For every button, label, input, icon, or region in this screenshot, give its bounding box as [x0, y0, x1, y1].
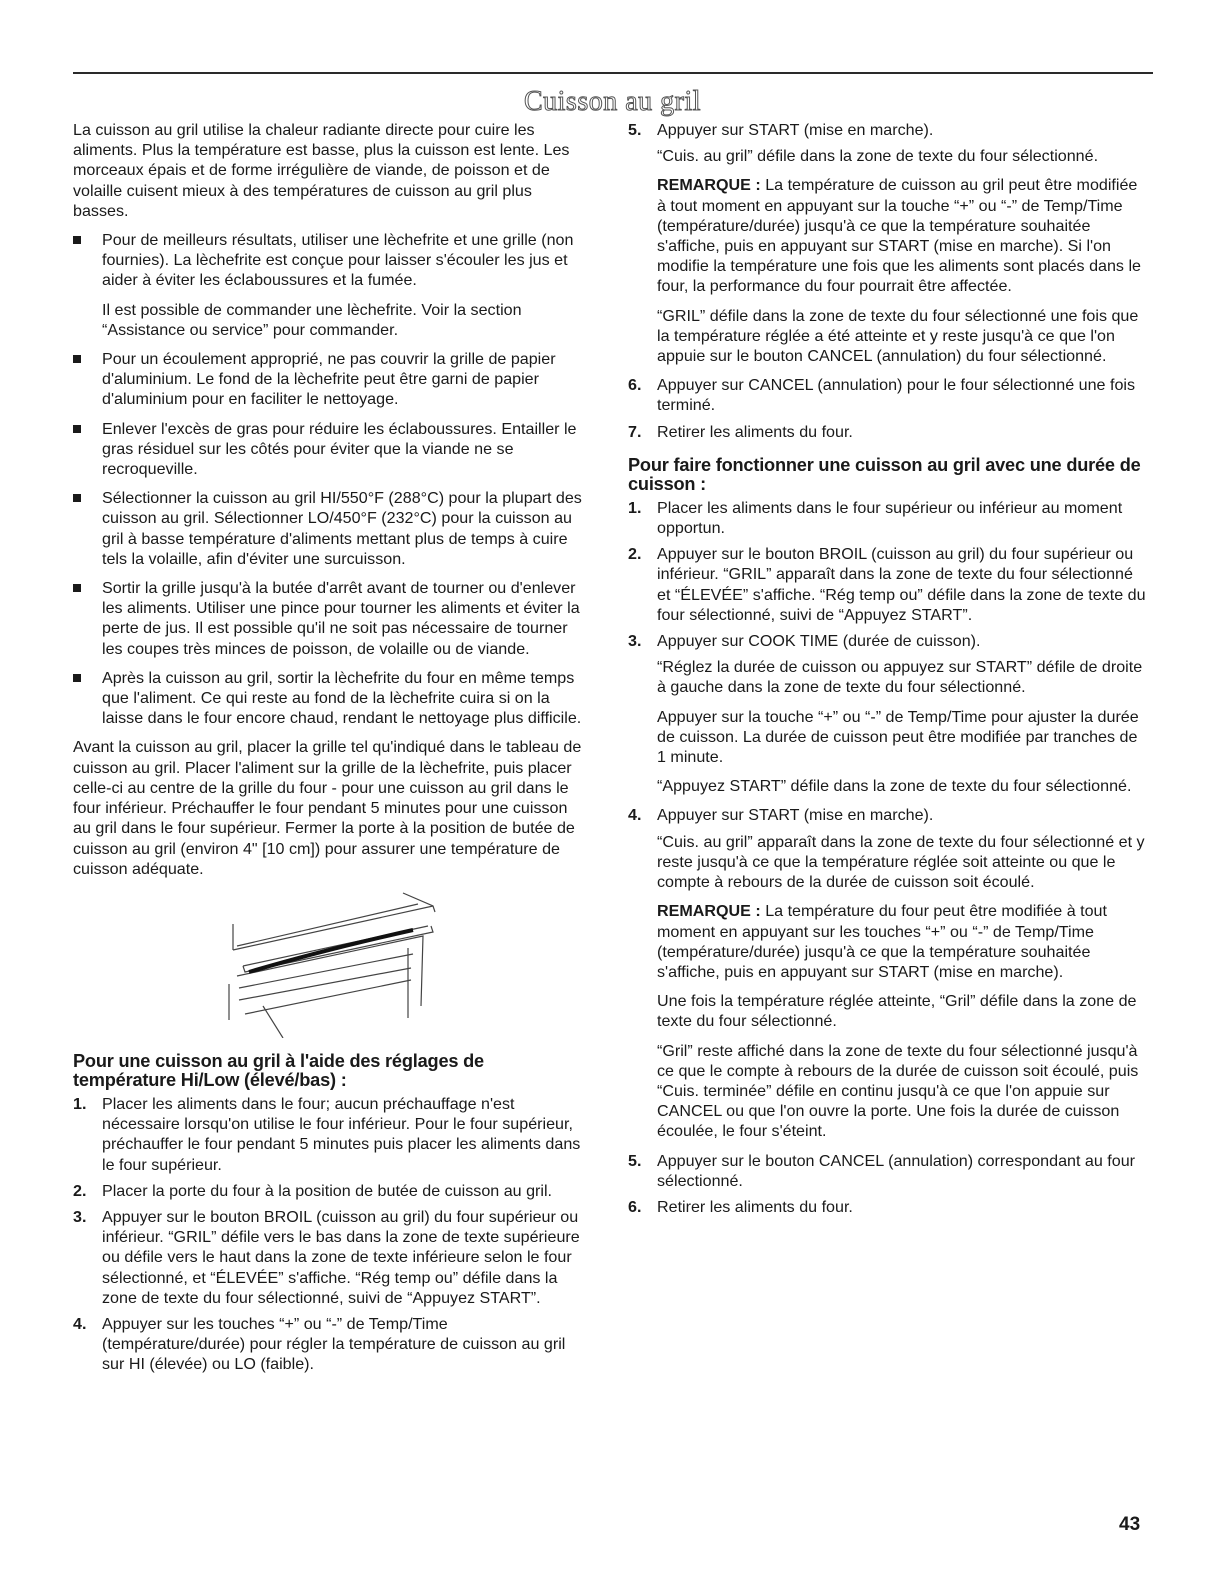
step-number: 5.	[628, 1151, 642, 1170]
note-label: REMARQUE :	[657, 902, 761, 921]
step-text: Retirer les aliments du four.	[657, 422, 853, 441]
step-item	[628, 805, 1146, 825]
bullet-item: Enlever l'excès de gras pour réduire les éclaboussures. Entailler le gras résiduel sur les côtés pour éviter que la viande ne se recroqueville.	[73, 419, 583, 480]
step-detail: “Appuyez START” défile dans la zone de texte du four sélectionné.	[657, 777, 1132, 796]
step-text: Appuyer sur COOK TIME (durée de cuisson).	[657, 632, 981, 651]
step-item	[628, 544, 1146, 625]
bullet-continuation: Il est possible de commander une lèchefrite. Voir la section “Assistance ou service” pour commander.	[102, 300, 522, 339]
page-number: 43	[1119, 1514, 1141, 1535]
step-item	[628, 120, 1146, 140]
step-detail: “GRIL” défile dans la zone de texte du four sélectionné une fois que la température réglée a été atteinte et y reste jusqu'à ce que l'on appuie sur le bouton CANCEL (annulation) du four sélectionné.	[657, 306, 1139, 366]
step-text: Placer les aliments dans le four supérieur ou inférieur au moment opportun.	[657, 498, 1123, 538]
bullet-item: Sélectionner la cuisson au gril HI/550°F (288°C) pour la plupart des cuisson au gril. Sélectionner LO/450°F (232°C) pour la cuisson au gril à basse température d'aliments mettant plus de temps à cuire tels la volaille, afin d'éviter une surcuisson.	[73, 488, 583, 569]
step-text: Appuyer sur les touches “+” ou “-” de Temp/Time (température/durée) pour régler la température de cuisson au gril sur HI (élevée) ou LO (faible).	[102, 1314, 566, 1374]
step-detail: Une fois la température réglée atteinte, “Gril” défile dans la zone de texte du four sélectionné.	[657, 992, 1137, 1031]
step-number: 7.	[628, 422, 642, 441]
note-text: La température du four peut être modifiée à tout moment en appuyant sur les touches “+” ou “-” de Temp/Time (température/durée) jusqu'à ce que la température souhaitée s'affiche, puis en appuyant sur START (mise en marche).	[657, 902, 1107, 981]
step-item	[628, 498, 1146, 538]
step-number: 6.	[628, 376, 642, 395]
step-detail: “Gril” reste affiché dans la zone de texte du four sélectionné jusqu'à ce que le compte à rebours de la durée de cuisson soit écoulé, puis “Cuis. terminée” défile en continu jusqu'à ce que l'on appuie sur CANCEL ou que l'on ouvre la porte. Une fois la durée de cuisson écoulée, le four s'éteint.	[657, 1041, 1139, 1141]
step-number: 4.	[73, 1314, 87, 1333]
note	[628, 901, 1146, 982]
timed-broil-heading: Pour faire fonctionner une cuisson au gril avec une durée de cuisson :	[628, 454, 1141, 494]
step-number: 2.	[73, 1181, 87, 1200]
note	[628, 175, 1146, 296]
step-item	[628, 1151, 1146, 1191]
step-item	[628, 422, 1146, 442]
step-text: Appuyer sur le bouton CANCEL (annulation) correspondant au four sélectionné.	[657, 1151, 1136, 1190]
step-number: 1.	[628, 498, 642, 517]
hi-low-broil-heading: Pour une cuisson au gril à l'aide des réglages de température Hi/Low (élevé/bas) :	[73, 1050, 484, 1090]
step-text: Appuyer sur le bouton BROIL (cuisson au gril) du four supérieur ou inférieur. “GRIL” apparaît dans la zone de texte du four sélectionné et “ÉLEVÉE” s'affiche. “Rég temp ou” défile dans la zone de texte du four sélectionné, suivi de “Appuyez START”.	[657, 545, 1146, 624]
right-column	[628, 120, 1146, 1223]
step-text: Appuyer sur START (mise en marche).	[657, 121, 934, 139]
intro-paragraph: La cuisson au gril utilise la chaleur radiante directe pour cuire les aliments. Plus la température est basse, plus la cuisson est lente. Les morceaux épais et de forme irrégulière de viande, de poisson et de volaille cuisent mieux à des températures de cuisson au gril plus basses.	[73, 121, 570, 220]
bullet-item: Après la cuisson au gril, sortir la lèchefrite du four en même temps que l'aliment. Ce qui reste au fond de la lèchefrite cuira si on la laisse dans le four encore chaud, rendant le nettoyage plus difficile.	[73, 668, 583, 729]
left-column	[73, 120, 583, 1381]
step-number: 2.	[628, 545, 642, 564]
step-item	[628, 375, 1146, 415]
broil-placement-paragraph: Avant la cuisson au gril, placer la grille tel qu'indiqué dans le tableau de cuisson au gril. Placer l'aliment sur la grille de la lèchefrite, puis placer celle-ci au centre de la grille du four - pour une cuisson au gril dans le four inférieur. Préchauffer le four pendant 5 minutes pour une cuisson au gril dans le four supérieur. Fermer la porte à la position de butée de cuisson au gril (environ 4" [10 cm]) pour assurer une température de cuisson adéquate.	[73, 738, 582, 878]
step-text: Appuyer sur START (mise en marche).	[657, 806, 934, 825]
step-number: 3.	[628, 632, 642, 651]
step-detail: “Cuis. au gril” apparaît dans la zone de texte du four sélectionné et y reste jusqu'à ce que la température réglée soit atteinte ou que le compte à rebours de la durée de cuisson soit écoulé.	[657, 832, 1145, 892]
step-text: Appuyer sur le bouton BROIL (cuisson au gril) du four supérieur ou inférieur. “GRIL” défile vers le bas dans la zone de texte supérieure ou défile vers le haut dans la zone de texte inférieure selon le four sélectionné, et “ÉLEVÉE” s'affiche. “Rég temp ou” défile dans la zone de texte du four sélectionné, suivi de “Appuyez START”.	[102, 1207, 580, 1307]
top-rule	[73, 72, 1153, 74]
step-item	[628, 631, 1146, 651]
step-detail: “Cuis. au gril” défile dans la zone de texte du four sélectionné.	[657, 147, 1099, 166]
page-title: Cuisson au gril	[523, 86, 702, 117]
bullet-item: Pour un écoulement approprié, ne pas couvrir la grille de papier d'aluminium. Le fond de la lèchefrite peut être garni de papier d'aluminium pour en faciliter le nettoyage.	[73, 349, 583, 410]
step-text: Retirer les aliments du four.	[657, 1197, 853, 1216]
step-item	[73, 1314, 583, 1375]
note-label: REMARQUE :	[657, 176, 761, 195]
note-text: La température de cuisson au gril peut être modifiée à tout moment en appuyant sur la touche “+” ou “-” de Temp/Time (température/durée) jusqu'à ce que la température souhaitée s'affiche, puis en appuyant sur START (mise en marche). Si l'on modifie la température une fois que les aliments sont placés dans le four, la performance du four pourrait être affectée.	[657, 176, 1141, 296]
step-text: Placer la porte du four à la position de butée de cuisson au gril.	[102, 1181, 553, 1200]
bullet-item: Pour de meilleurs résultats, utiliser une lèchefrite et une grille (non fournies). La lèchefrite est conçue pour laisser s'écouler les jus et aider à éviter les éclaboussures et la fumée.	[73, 230, 583, 291]
step-detail: “Réglez la durée de cuisson ou appuyez sur START” défile de droite à gauche dans la zone de texte du four sélectionné.	[657, 658, 1143, 697]
step-item	[73, 1207, 583, 1308]
step-text: Placer les aliments dans le four; aucun préchauffage n'est nécessaire lorsqu'on utilise le four inférieur. Pour le four supérieur, préchauffer le four pendant 5 minutes puis placer les aliments dans le four supérieur.	[102, 1094, 581, 1174]
step-number: 1.	[73, 1094, 87, 1113]
bullet-item: Sortir la grille jusqu'à la butée d'arrêt avant de tourner ou d'enlever les aliments. Utiliser une pince pour tourner les aliments et éviter la perte de jus. Il est possible qu'il ne soit pas nécessaire de tourner les coupes très minces de poisson, de volaille ou de viande.	[73, 578, 583, 659]
step-detail: Appuyer sur la touche “+” ou “-” de Temp/Time pour ajuster la durée de cuisson. La durée de cuisson peut être modifiée par tranches de 1 minute.	[657, 707, 1139, 767]
oven-door-illustration	[73, 888, 583, 1038]
step-item	[73, 1181, 583, 1201]
step-item	[628, 1197, 1146, 1217]
step-number: 5.	[628, 121, 642, 139]
step-text: Appuyer sur CANCEL (annulation) pour le four sélectionné une fois terminé.	[657, 376, 1136, 415]
step-number: 6.	[628, 1197, 642, 1216]
step-number: 4.	[628, 806, 642, 825]
step-item	[73, 1094, 583, 1175]
step-number: 3.	[73, 1207, 87, 1226]
